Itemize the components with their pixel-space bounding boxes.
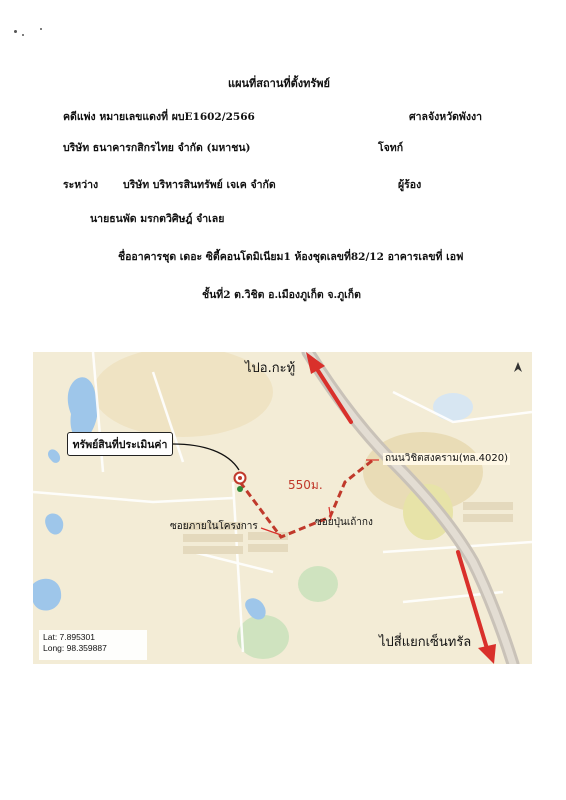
scan-speck xyxy=(14,30,17,33)
map-canvas xyxy=(33,352,532,664)
defendant-name: นายธนพัด มรกตวิศิษฎ์ จำเลย xyxy=(90,213,225,225)
petitioner-role: ผู้ร้อง xyxy=(398,179,422,191)
between-label: ระหว่าง xyxy=(63,179,99,191)
case-number: คดีแพ่ง หมายเลขแดงที่ ผบE1602/2566 xyxy=(63,111,255,123)
longitude-text: Long: 98.359887 xyxy=(43,643,107,654)
distance-label: 550ม. xyxy=(288,478,323,492)
location-map xyxy=(33,352,532,664)
label-to-kathu: ไปอ.กะทู้ xyxy=(245,361,296,376)
property-label: ทรัพย์สินที่ประเมินค่า xyxy=(72,438,168,451)
label-to-central: ไปสี่แยกเซ็นทรัล xyxy=(379,635,472,650)
document-title: แผนที่สถานที่ตั้งทรัพย์ xyxy=(228,77,330,90)
court-name: ศาลจังหวัดพังงา xyxy=(409,111,482,123)
scan-speck xyxy=(22,34,24,36)
latitude-text: Lat: 7.895301 xyxy=(43,632,95,642)
building-line: ชื่ออาคารชุด เดอะ ซิตี้คอนโดมิเนียม1 ห้องชุดเลขที่82/12 อาคารเลขที่ เอฟ xyxy=(118,251,464,263)
soi-project-label: ซอยภายในโครงการ xyxy=(170,521,258,532)
scan-speck xyxy=(40,28,42,30)
petitioner-name: บริษัท บริหารสินทรัพย์ เจเค จำกัด xyxy=(123,179,276,191)
floor-line: ชั้นที่2 ต.วิชิต อ.เมืองภูเก็ต จ.ภูเก็ต xyxy=(202,289,361,301)
property-callout xyxy=(67,432,173,456)
coordinates-box xyxy=(39,630,147,660)
plaintiff-role: โจทก์ xyxy=(378,142,404,154)
road-main-label: ถนนวิชิตสงคราม(ทล.4020) xyxy=(385,453,509,464)
soi-pun-label: ซอยปุ่นเถ้ากง xyxy=(315,517,373,528)
plaintiff-name: บริษัท ธนาคารกสิกรไทย จำกัด (มหาชน) xyxy=(63,142,251,154)
